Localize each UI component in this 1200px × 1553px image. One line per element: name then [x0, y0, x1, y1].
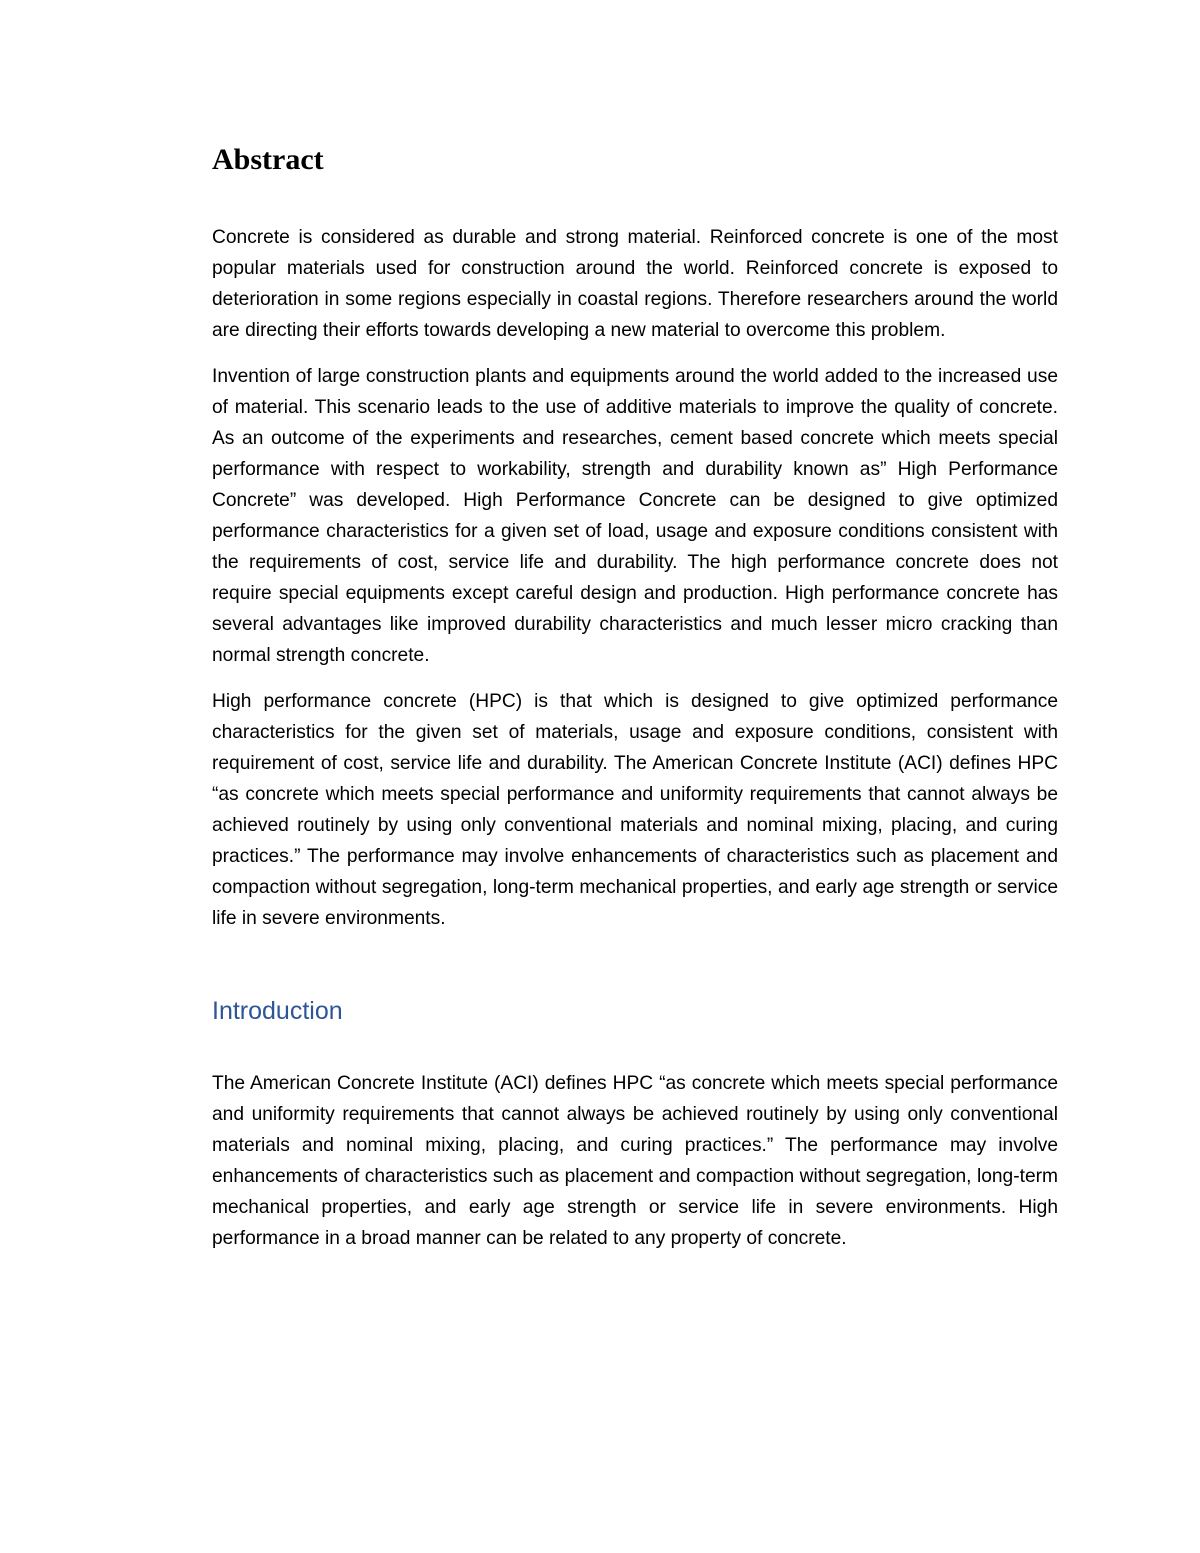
- abstract-heading: Abstract: [212, 143, 324, 176]
- abstract-paragraph-2: Invention of large construction plants and equipments around the world added to the increased use of material. This scenario leads to the use of additive materials to improve the quality of concrete. As an outcome of the experiments and researches, cement based concrete which meets special performance with respect to workability, strength and durability known as” High Performance Concrete” was developed. High Performance Concrete can be designed to give optimized performance characteristics for a given set of load, usage and exposure conditions consistent with the requirements of cost, service life and durability. The high performance concrete does not require special equipments except careful design and production. High performance concrete has several advantages like improved durability characteristics and much lesser micro cracking than normal strength concrete.: [212, 366, 1058, 666]
- abstract-paragraph-3: High performance concrete (HPC) is that which is designed to give optimized performance characteristics for the given set of materials, usage and exposure conditions, consistent with requirement of cost, service life and durability. The American Concrete Institute (ACI) defines HPC “as concrete which meets special performance and uniformity requirements that cannot always be achieved routinely by using only conventional materials and nominal mixing, placing, and curing practices.” The performance may involve enhancements of characteristics such as placement and compaction without segregation, long-term mechanical properties, and early age strength or service life in severe environments.: [212, 691, 1058, 929]
- abstract-paragraph-1: Concrete is considered as durable and strong material. Reinforced concrete is one of the most popular materials used for construction around the world. Reinforced concrete is exposed to deterioration in some regions especially in coastal regions. Therefore researchers around the world are directing their efforts towards developing a new material to overcome this problem.: [212, 227, 1058, 341]
- introduction-heading: Introduction: [212, 997, 343, 1025]
- document-body: [212, 140, 1058, 1269]
- introduction-paragraph-1: The American Concrete Institute (ACI) defines HPC “as concrete which meets special performance and uniformity requirements that cannot always be achieved routinely by using only conventional materials and nominal mixing, placing, and curing practices.” The performance may involve enhancements of characteristics such as placement and compaction without segregation, long-term mechanical properties, and early age strength or service life in severe environments. High performance in a broad manner can be related to any property of concrete.: [212, 1073, 1058, 1249]
